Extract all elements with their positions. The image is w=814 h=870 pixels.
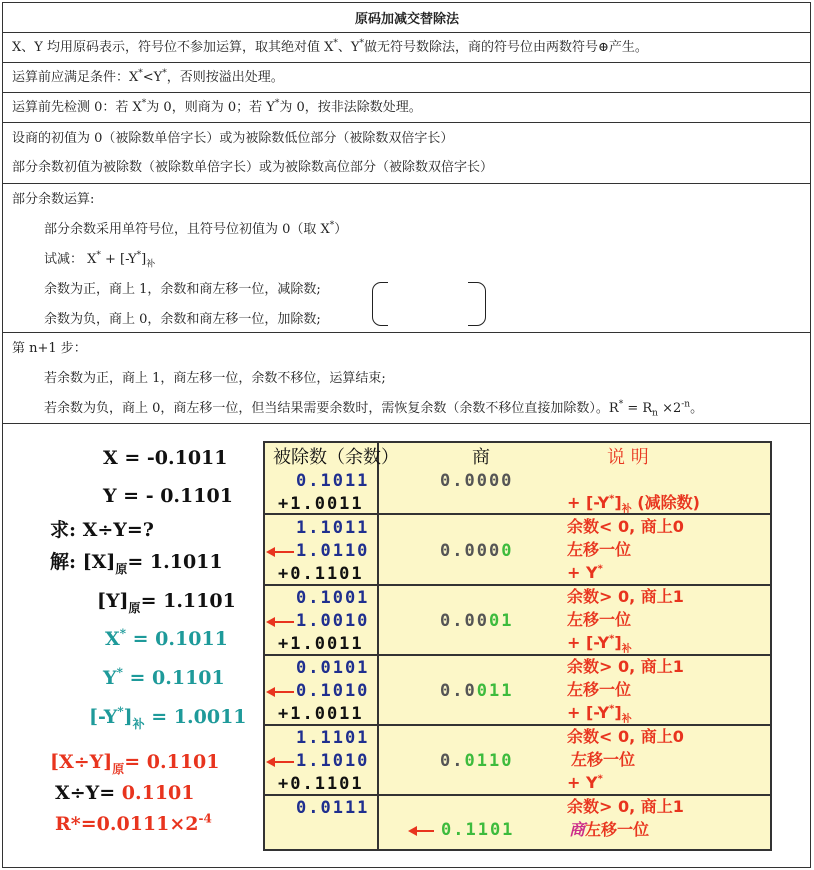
note-subtract-divisor: + $[-Y^*]_补$ — [567, 633, 632, 656]
shift-arrow — [268, 691, 294, 693]
row-divider — [2, 32, 811, 33]
table-separator — [377, 441, 379, 851]
shift-arrow — [268, 761, 294, 763]
note-sign: 余数> 0, 商上1 — [567, 797, 684, 816]
note-add-divisor: + Y* — [567, 773, 603, 792]
add-operand: +1.0011 — [278, 704, 364, 724]
add-operand: +1.0011 — [278, 634, 364, 654]
note-add-divisor: + Y* — [567, 563, 603, 582]
remainder: 0.1001 — [296, 588, 370, 608]
remainder: 1.1011 — [296, 518, 370, 538]
final-remainder: 0.0111 — [296, 798, 370, 818]
note-sign: 余数< 0, 商上0 — [567, 727, 684, 746]
quotient: 0.0000 — [440, 471, 514, 491]
quotient: 0.0000 — [440, 541, 514, 561]
shifted-remainder: 1.0110 — [296, 541, 370, 561]
header-note: 说 明 — [607, 447, 649, 468]
step-heading: 第 n+1 步： — [12, 341, 87, 356]
x-sign-magnitude: 解: $[X]_原= 1.1011$ — [50, 551, 223, 576]
y-abs: Y* = 0.1101 — [103, 665, 225, 689]
quotient-sign-magnitude: $[X\div Y]_原= 0.1101$ — [50, 751, 220, 776]
rule-final-positive: 若余数为正，商上 1，商左移一位，余数不移位，运算结束; — [44, 371, 386, 386]
add-operand: +0.1101 — [278, 564, 364, 584]
remainder: 1.1101 — [296, 728, 370, 748]
note-shift: 左移一位 — [571, 750, 636, 769]
row-divider — [2, 332, 811, 333]
add-operand: +0.1101 — [278, 774, 364, 794]
row-divider — [2, 183, 811, 184]
add-operand: +1.0011 — [278, 494, 364, 514]
question: 求: X÷Y=? — [50, 519, 154, 541]
rule-negative: 余数为负，商上 0，余数和商左移一位，加除数; — [44, 312, 321, 327]
quotient-shift-arrow — [410, 830, 434, 832]
note-shift: 左移一位 — [567, 610, 632, 629]
header-dividend: 被除数（余数） — [273, 447, 399, 468]
note-subtract-divisor: + $[-Y^*]_补$ (减除数) — [567, 493, 700, 516]
shifted-remainder: 0.1010 — [296, 681, 370, 701]
dividend: 0.1011 — [296, 471, 370, 491]
neg-y-complement: $[-Y^*]_补 = 1.0011$ — [89, 704, 247, 731]
page-title: 原码加减交替除法 — [354, 12, 459, 27]
note-sign: 余数> 0, 商上1 — [567, 657, 684, 676]
note-sign: 余数< 0, 商上0 — [567, 517, 684, 536]
row-divider — [2, 423, 811, 424]
rule-final-negative: 若余数为负，商上 0，商左移一位，但当结果需要余数时，需恢复余数（余数不移位直接加除数）。$R^* = R_n \times 2^{-n}$。 — [44, 399, 704, 419]
note-subtract-divisor: + $[-Y^*]_补$ — [567, 703, 632, 726]
rule-zero-check: 运算前先检测 0：若 X*为 0，则商为 0；若 Y*为 0，按非法除数处理。 — [12, 98, 422, 115]
quotient: 0.0110 — [440, 751, 514, 771]
header-quotient: 商 — [472, 447, 490, 468]
row-divider — [2, 62, 811, 63]
row-divider — [2, 92, 811, 93]
rule-remainder-init: 部分余数初值为被除数（被除数单倍字长）或为被除数高位部分（被除数双倍字长） — [12, 160, 494, 175]
y-value: Y = - 0.1101 — [103, 485, 233, 507]
shift-arrow — [268, 551, 294, 553]
note-sign: 余数> 0, 商上1 — [567, 587, 684, 606]
rule-precondition: 运算前应满足条件：X*<Y*，否则按溢出处理。 — [12, 68, 284, 85]
quotient-value: X÷Y= 0.1101 — [55, 782, 195, 804]
rule-sign-bit: 部分余数采用单符号位，且符号位初值为 0（取 X*） — [44, 220, 348, 237]
quotient: 0.0011 — [440, 681, 514, 701]
shift-arrow — [268, 621, 294, 623]
rule-positive: 余数为正，商上 1，余数和商左移一位，减除数; — [44, 282, 321, 297]
brace-gap — [388, 280, 468, 326]
final-quotient: 0.1101 — [441, 820, 515, 840]
rule-abs-value: X、Y 均用原码表示，符号位不参加运算，取其绝对值 X*、Y*做无符号数除法，商的符号位由两数符号⊕产生。 — [12, 38, 648, 55]
remainder-heading: 部分余数运算: — [12, 192, 95, 207]
note-shift: 左移一位 — [567, 540, 632, 559]
note-shift: 左移一位 — [567, 680, 632, 699]
x-abs: X* = 0.1011 — [105, 626, 228, 650]
y-sign-magnitude: $[Y]_原= 1.1101$ — [97, 590, 236, 615]
remainder-value: $R*=0.0111\times 2^{-4}$ — [55, 811, 212, 835]
row-divider — [2, 122, 811, 123]
note-quotient-shift: 商左移一位 — [569, 820, 650, 839]
shifted-remainder: 1.0010 — [296, 611, 370, 631]
quotient: 0.0001 — [440, 611, 514, 631]
x-value: X = -0.1011 — [103, 447, 228, 469]
shifted-remainder: 1.1010 — [296, 751, 370, 771]
rule-trial-subtract: 试减： $X^* + [-Y^*]_补$ — [44, 250, 156, 270]
remainder: 0.0101 — [296, 658, 370, 678]
rule-quotient-init: 设商的初值为 0（被除数单倍字长）或为被除数低位部分（被除数双倍字长） — [12, 131, 454, 146]
